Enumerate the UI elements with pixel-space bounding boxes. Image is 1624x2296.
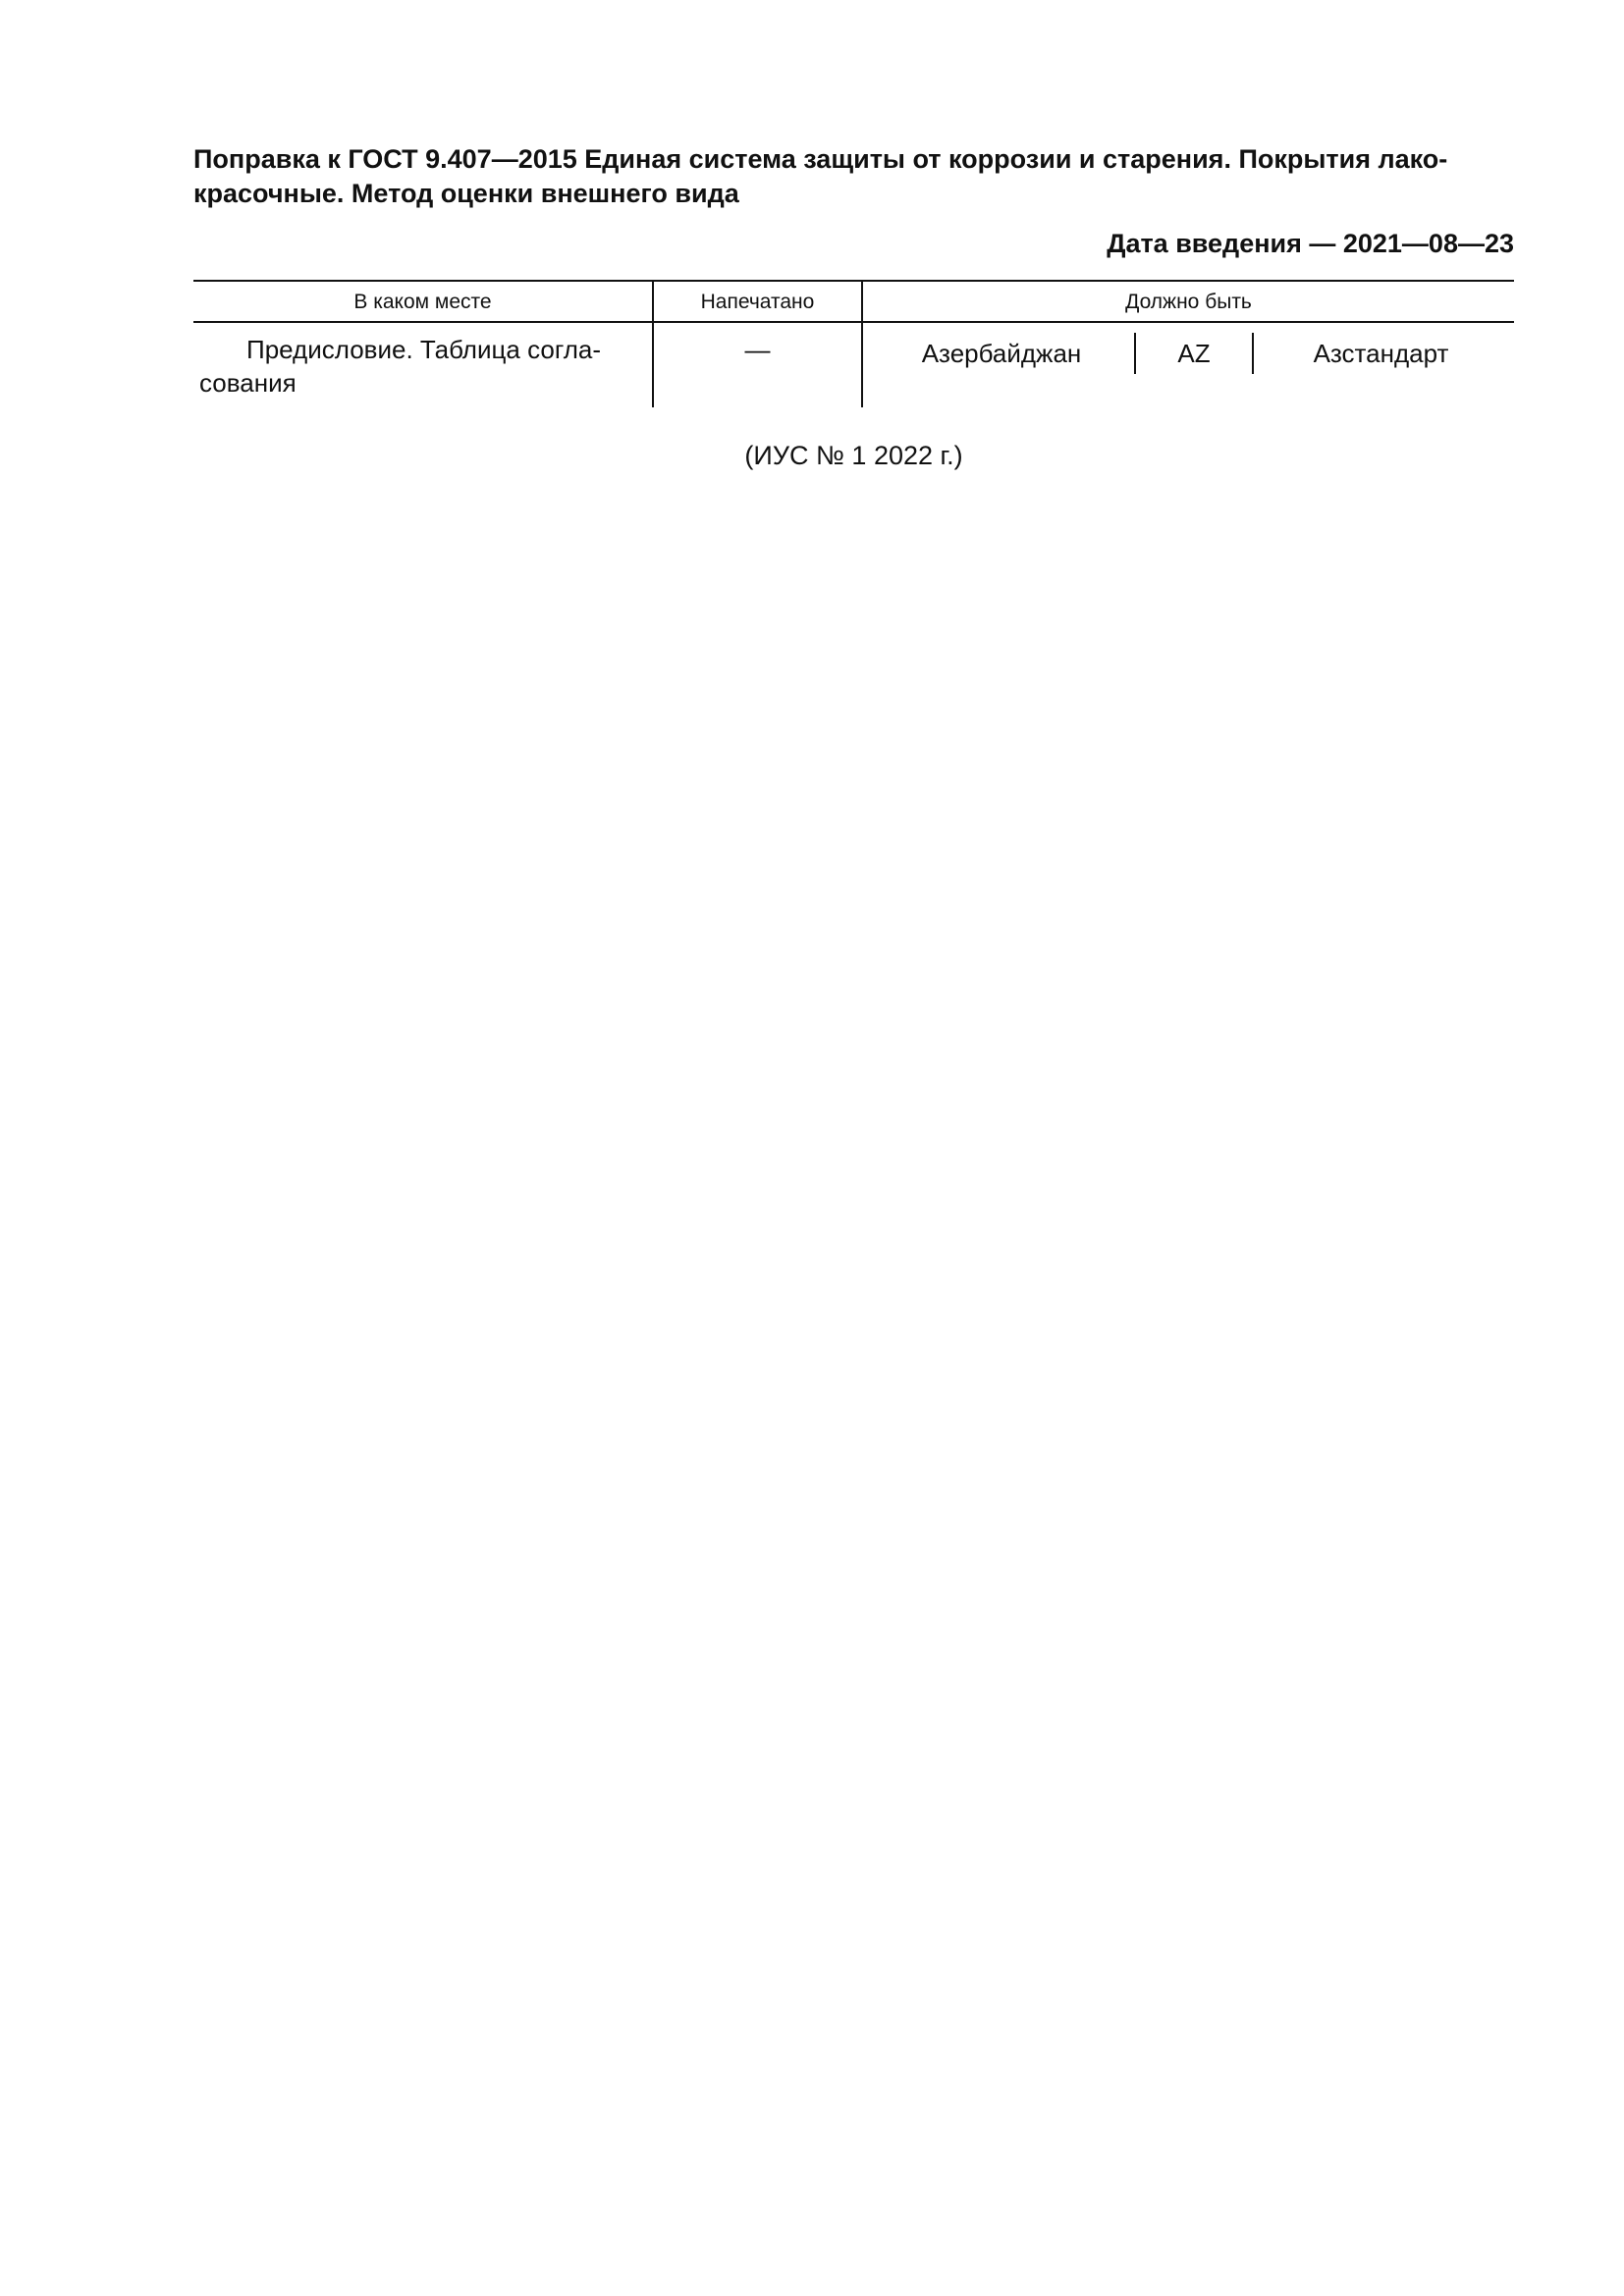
should-be-body: Азстандарт <box>1313 339 1449 368</box>
cell-where <box>193 322 653 407</box>
cell-where-line-2: сования <box>199 368 297 398</box>
header-printed: Напечатано <box>653 281 862 322</box>
document-title-line-1: Поправка к ГОСТ 9.407—2015 Единая система защиты от коррозии и старения. Покрытия лако- <box>193 144 1448 174</box>
header-should-be: Должно быть <box>862 281 1514 322</box>
amendment-table <box>193 280 1514 407</box>
document-title <box>193 142 1514 211</box>
header-where: В каком месте <box>193 281 653 322</box>
cell-should-be <box>862 322 1514 407</box>
cell-where-line-1: Предисловие. Таблица согла- <box>246 335 602 364</box>
cell-printed: — <box>653 322 862 407</box>
ius-reference: (ИУС № 1 2022 г.) <box>744 441 963 470</box>
should-be-code: AZ <box>1177 339 1211 368</box>
should-be-country: Азербайджан <box>921 339 1082 368</box>
should-be-group <box>869 333 1508 374</box>
table-row <box>193 322 1514 407</box>
table-header-row <box>193 281 1514 322</box>
document-title-line-2: красочные. Метод оценки внешнего вида <box>193 179 739 208</box>
introduction-date: Дата введения — 2021—08—23 <box>1107 229 1514 258</box>
document-page <box>193 142 1514 470</box>
